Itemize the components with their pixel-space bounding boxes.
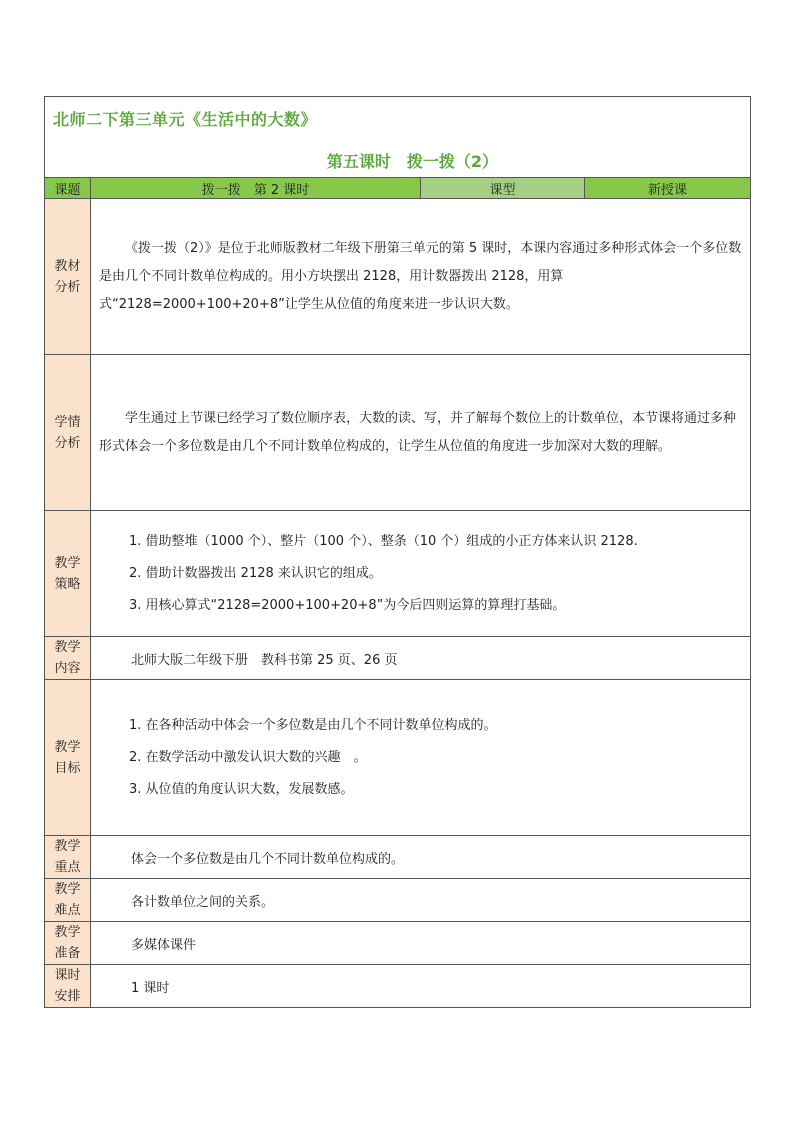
- main-title: 北师二下第三单元《生活中的大数》: [53, 110, 318, 129]
- key-point-text: 体会一个多位数是由几个不同计数单位构成的。: [91, 836, 751, 879]
- lesson-plan-table: [44, 96, 751, 1008]
- header-cell: [45, 97, 751, 178]
- info-bar: [45, 178, 751, 199]
- teaching-strategy-list: [91, 511, 751, 637]
- row-schedule: [45, 965, 751, 1008]
- row-preparation: [45, 922, 751, 965]
- row-label: 教学 内容: [45, 637, 91, 680]
- teaching-goals-list: [91, 680, 751, 836]
- type-label: 课型: [421, 178, 585, 199]
- row-label: 教学 策略: [45, 511, 91, 637]
- textbook-analysis-text: 《拨一拨（2）》是位于北师版教材二年级下册第三单元的第 5 课时，本课内容通过多种形式体会一个多位数是由几个不同计数单位构成的。用小方块摆出 2128，用计数器拨出 2128，用算式“2128=2000+100+20+8”让学生从位值的角度来进一步认识大数。: [91, 199, 751, 355]
- row-textbook-analysis: [45, 199, 751, 355]
- header-row: [45, 97, 751, 178]
- row-label: 教学 难点: [45, 879, 91, 922]
- difficulty-text: 各计数单位之间的关系。: [91, 879, 751, 922]
- type-value: 新授课: [585, 178, 751, 199]
- student-analysis-text: 学生通过上节课已经学习了数位顺序表，大数的读、写，并了解每个数位上的计数单位，本节课将通过多种形式体会一个多位数是由几个不同计数单位构成的，让学生从位值的角度进一步加深对大数的理解。: [91, 355, 751, 511]
- row-difficulty: [45, 879, 751, 922]
- teaching-content-text: 北师大版二年级下册 教科书第 25 页、26 页: [91, 637, 751, 680]
- row-label: 教学 重点: [45, 836, 91, 879]
- lesson-subtitle: 第五课时 拨一拨（2）: [326, 152, 499, 171]
- topic-label: 课题: [45, 178, 91, 199]
- list-item: 1. 在各种活动中体会一个多位数是由几个不同计数单位构成的。: [129, 717, 497, 733]
- topic-value: 拨一拨 第 2 课时: [91, 178, 421, 199]
- schedule-text: 1 课时: [91, 965, 751, 1008]
- list-item: 1. 借助整堆（1000 个）、整片（100 个）、整条（10 个）组成的小正方体来认识 2128.: [129, 533, 638, 549]
- row-teaching-strategy: [45, 511, 751, 637]
- row-label: 教材 分析: [45, 199, 91, 355]
- row-label: 课时 安排: [45, 965, 91, 1008]
- row-label: 学情 分析: [45, 355, 91, 511]
- row-teaching-goals: [45, 680, 751, 836]
- list-item: 3. 从位值的角度认识大数，发展数感。: [129, 781, 354, 797]
- row-student-analysis: [45, 355, 751, 511]
- row-teaching-content: [45, 637, 751, 680]
- list-item: 3. 用核心算式“2128=2000+100+20+8”为今后四则运算的算理打基础。: [129, 597, 566, 613]
- list-item: 2. 借助计数器拨出 2128 来认识它的组成。: [129, 565, 382, 581]
- row-label: 教学 准备: [45, 922, 91, 965]
- row-key-point: [45, 836, 751, 879]
- list-item: 2. 在数学活动中激发认识大数的兴趣 。: [129, 749, 367, 765]
- row-label: 教学 目标: [45, 680, 91, 836]
- preparation-text: 多媒体课件: [91, 922, 751, 965]
